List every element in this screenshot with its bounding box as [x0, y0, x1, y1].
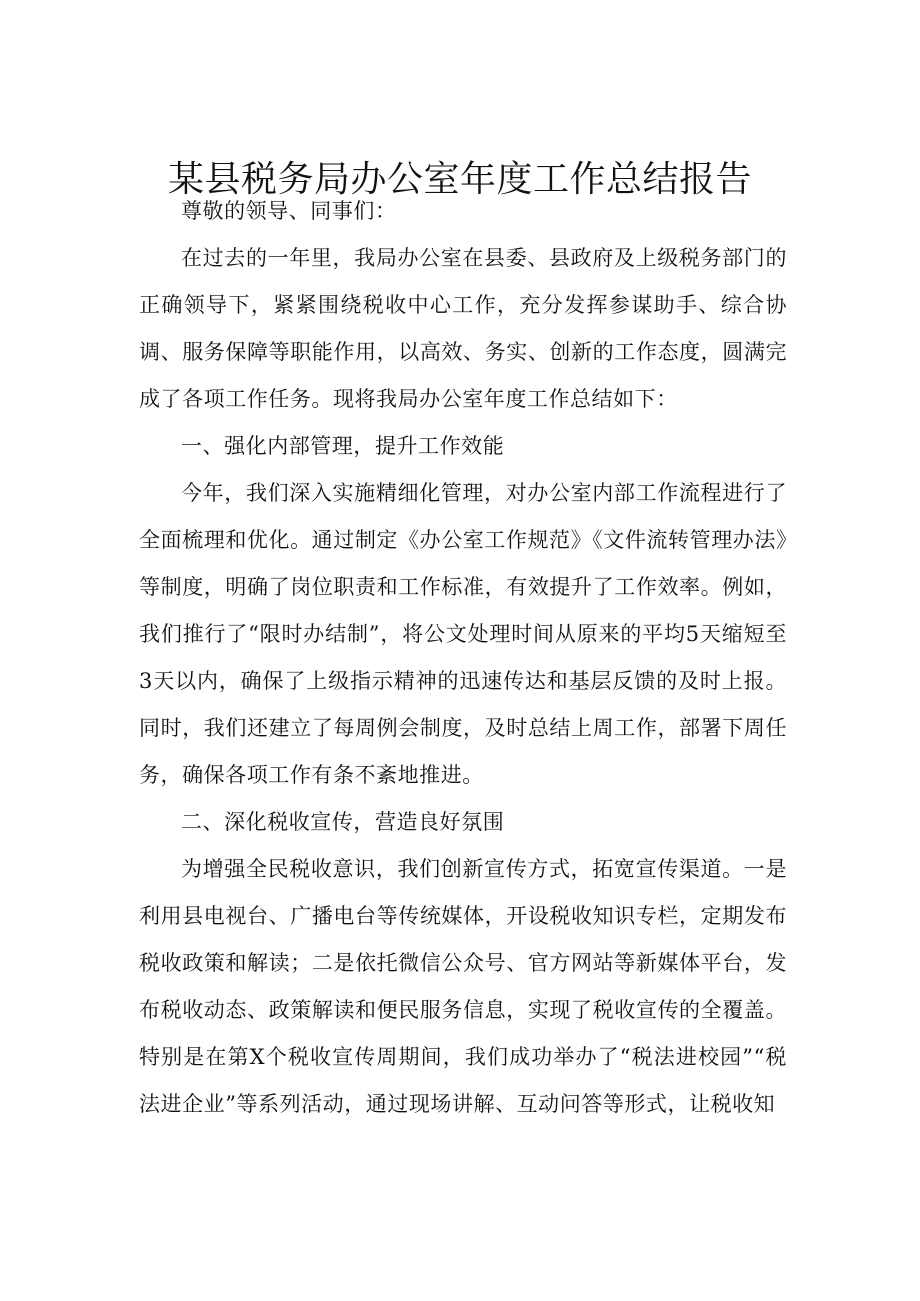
salutation-paragraph: 尊敬的领导、同事们： — [181, 199, 397, 223]
section-heading-2: 二、深化税收宣传，营造良好氛围 — [181, 810, 505, 834]
document-title: 某县税务局办公室年度工作总结报告 — [167, 159, 752, 200]
section-1-paragraph: 今年，我们深入实施精细化管理，对办公室内部工作流程进行了全面梳理和优化。通过制定《办公室工作规范》《文件流转管理办法》等制度，明确了岗位职责和工作标准，有效提升了工作效率。例如，我们推行了“限时办结制”，将公文处理时间从原来的平均5天缩短至3天以内，确保了上级指示精神的迅速传达和基层反馈的及时上报。同时，我们还建立了每周例会制度，及时总结上周工作，部署下周任务，确保各项工作有条不紊地推进。 — [139, 481, 787, 787]
document-body — [139, 188, 787, 1128]
intro-paragraph: 在过去的一年里，我局办公室在县委、县政府及上级税务部门的正确领导下，紧紧围绕税收中心工作，充分发挥参谋助手、综合协调、服务保障等职能作用，以高效、务实、创新的工作态度，圆满完成了各项工作任务。现将我局办公室年度工作总结如下： — [139, 246, 787, 411]
section-heading-1: 一、强化内部管理，提升工作效能 — [181, 434, 505, 458]
section-2-paragraph: 为增强全民税收意识，我们创新宣传方式，拓宽宣传渠道。一是利用县电视台、广播电台等传统媒体，开设税收知识专栏，定期发布税收政策和解读；二是依托微信公众号、官方网站等新媒体平台，发布税收动态、政策解读和便民服务信息，实现了税收宣传的全覆盖。特别是在第X个税收宣传周期间，我们成功举办了“税法进校园”“税法进企业”等系列活动，通过现场讲解、互动问答等形式，让税收知 — [139, 857, 787, 1116]
